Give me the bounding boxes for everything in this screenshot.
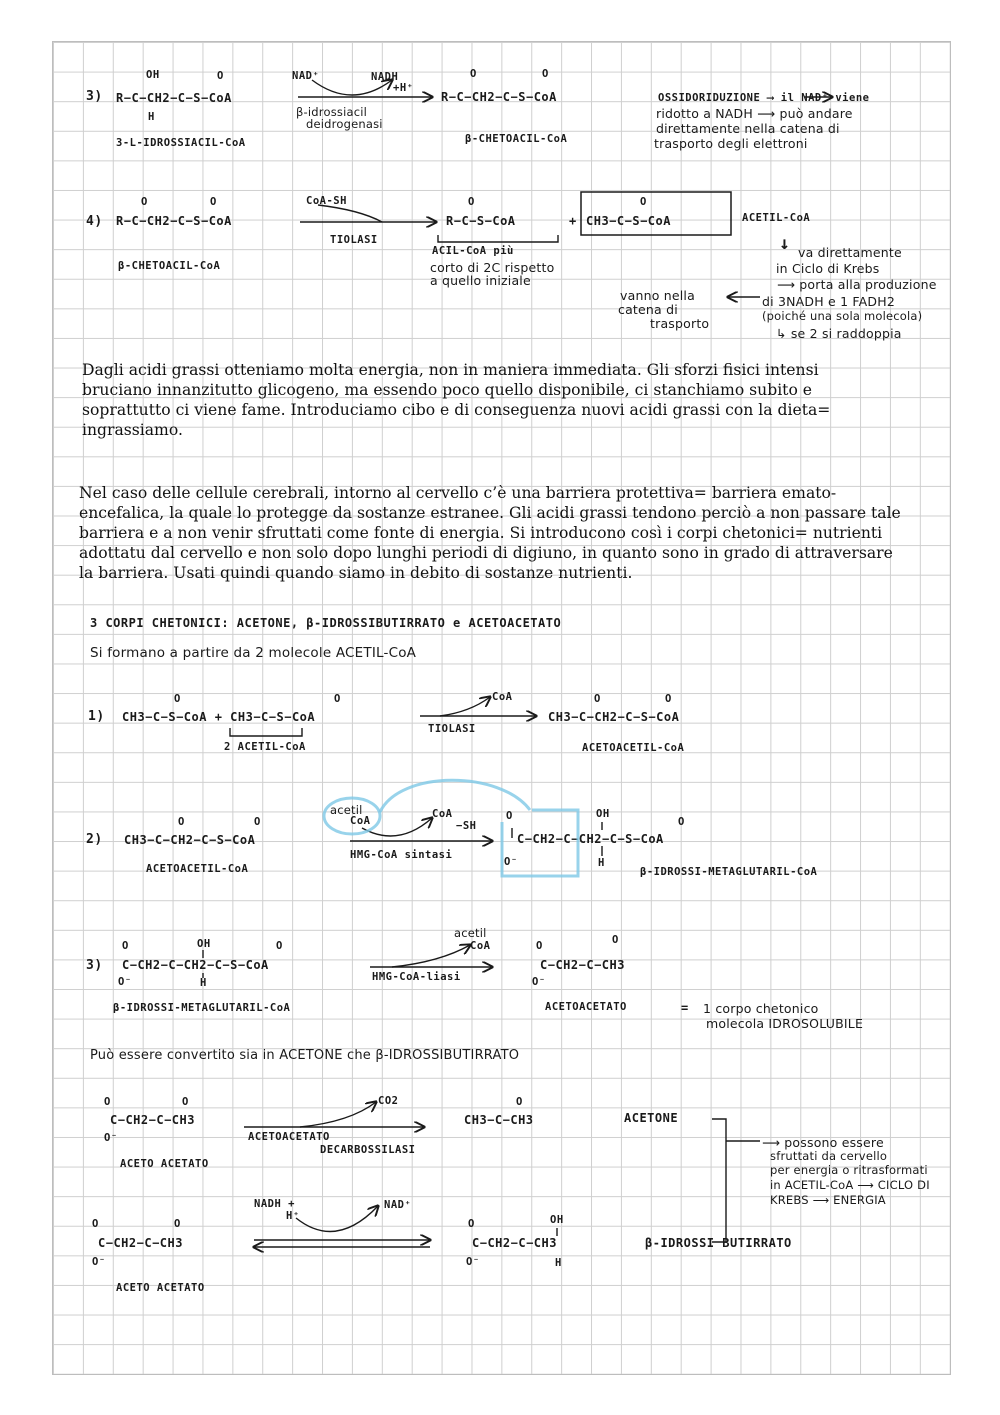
enzyme-label: ACETOACETATO [248, 1131, 330, 1143]
hydrogen-label: H [200, 977, 207, 989]
acetyl-coa-box [581, 192, 731, 235]
product-name: β-CHETOACIL-CoA [465, 133, 568, 145]
enzyme-label: TIOLASI [428, 723, 476, 735]
hydroxyl-label: OH [596, 808, 610, 820]
carbonyl-oxygen: O [594, 693, 601, 705]
product-name: ACETONE [624, 1111, 679, 1125]
carbonyl-oxygen: O [178, 816, 185, 828]
enzyme-label: β-idrossiacil [296, 105, 368, 119]
reactant-name: ACETOACETIL-CoA [146, 863, 249, 875]
product-formula: C−CH2−C−CH3 [472, 1236, 557, 1250]
reactant-formula: C−CH2−C−CH2−C−S−CoA [122, 958, 269, 972]
conversion-note: Può essere convertito sia in ACETONE che β-IDROSSIBUTIRRATO [90, 1048, 520, 1063]
note-line: (poiché una sola molecola) [762, 309, 923, 323]
carbonyl-oxygen: O [536, 940, 543, 952]
carbonyl-oxygen: O [217, 70, 224, 82]
coa-label: CoA [432, 808, 453, 820]
hydrogen-label: H [555, 1257, 562, 1269]
product-name: β-IDROSSI-METAGLUTARIL-CoA [640, 866, 818, 878]
cofactor-arrow [440, 697, 490, 716]
underline-bracket [438, 235, 558, 242]
brace-bracket [230, 728, 302, 736]
carbonyl-oxygen: O [542, 68, 549, 80]
carbonyl-oxygen: O [141, 196, 148, 208]
carbonyl-oxygen: O [506, 810, 513, 822]
carbonyl-oxygen: O [254, 816, 261, 828]
nadh-label: NADH [371, 71, 399, 83]
carbonyl-oxygen: O [516, 1096, 523, 1108]
product-formula: C−CH2−C−CH3 [540, 958, 625, 972]
enzyme-label: deidrogenasi [306, 117, 383, 131]
note-line: ⟶ possono essere [762, 1135, 884, 1150]
note-line: ACIL-CoA più [432, 245, 514, 257]
reactant-name: β-IDROSSI-METAGLUTARIL-CoA [113, 1002, 291, 1014]
note-line: ↳ se 2 si raddoppia [776, 326, 902, 341]
note-line: ridotto a NADH ⟶ può andare [656, 106, 853, 121]
nad-label: NAD⁺ [384, 1199, 412, 1211]
product-formula: CH3−C−CH3 [464, 1113, 534, 1127]
hplus-label: +H⁺ [393, 82, 414, 94]
carbonyl-oxygen: O [678, 816, 685, 828]
carbonyl-oxygen: O [174, 1218, 181, 1230]
hplus-label: H⁺ [286, 1210, 300, 1222]
note-line: sfruttati da cervello [770, 1149, 888, 1163]
reactant-formula: C−CH2−C−CH3 [98, 1236, 183, 1250]
product-formula: C−CH2−C−CH2−C−S−CoA [517, 832, 664, 846]
reactant-name: ACETO ACETATO [116, 1282, 205, 1294]
bracket [712, 1119, 726, 1242]
hydroxyl-label: OH [146, 69, 160, 81]
note-line: va direttamente [798, 245, 902, 260]
nad-label: NAD⁺ [292, 70, 320, 82]
carboxylate-label: O⁻ [532, 976, 546, 988]
reactant-name: 3-L-IDROSSIACIL-CoA [116, 137, 246, 149]
plus-sign: + [569, 214, 577, 228]
note-line: trasporto degli elettroni [654, 136, 808, 151]
step-number: 4) [86, 214, 103, 229]
cofactor-arrow [318, 205, 382, 222]
note-line: di 3NADH e 1 FADH2 [762, 294, 895, 309]
enzyme-label: HMG-CoA-liasi [372, 971, 461, 983]
reactant-formula: CH3−C−CH2−C−S−CoA [124, 833, 256, 847]
coash-label: CoA-SH [306, 195, 347, 207]
carbonyl-oxygen: O [104, 1096, 111, 1108]
carbonyl-oxygen: O [640, 196, 647, 208]
step-number: 3) [86, 89, 103, 104]
carbonyl-oxygen: O [665, 693, 672, 705]
hydroxyl-label: OH [550, 1214, 564, 1226]
carbonyl-oxygen: O [174, 693, 181, 705]
note-line: direttamente nella catena di [656, 121, 840, 136]
product-name: ACETOACETIL-CoA [582, 742, 685, 754]
coa-label: CoA [492, 691, 513, 703]
note-line: vanno nella [620, 288, 695, 303]
acetyl-label: acetil [330, 803, 363, 817]
brace-label: 2 ACETIL-CoA [224, 741, 306, 753]
cofactor-arrow [296, 1206, 378, 1231]
section-title: 3 CORPI CHETONICI: ACETONE, β-IDROSSIBUTIRRATO e ACETOACETATO [90, 616, 562, 630]
carbonyl-oxygen: O [334, 693, 341, 705]
step-number: 2) [86, 832, 103, 847]
acetyl-coa-label: CoA [470, 940, 491, 952]
reactant-name: ACETO ACETATO [120, 1158, 209, 1170]
note-line: a quello iniziale [430, 273, 531, 288]
cofactor-arrow [300, 1102, 376, 1127]
note-line: catena di [618, 302, 678, 317]
highlight-box [502, 810, 578, 876]
note-line: in Ciclo di Krebs [776, 261, 880, 276]
carboxylate-label: O⁻ [118, 976, 132, 988]
reactant-formula: R−C−CH2−C−S−CoA [116, 91, 232, 105]
product-formula: CH3−C−CH2−C−S−CoA [548, 710, 680, 724]
note-line: in ACETIL-CoA ⟶ CICLO DI [770, 1178, 930, 1192]
acetyl-label: acetil [454, 926, 487, 940]
acetyl-coa-formula: CH3−C−S−CoA [586, 214, 671, 228]
equals-sign: = [681, 1001, 689, 1015]
down-arrow: ↓ [779, 233, 791, 254]
carbonyl-oxygen: O [468, 196, 475, 208]
carbonyl-oxygen: O [470, 68, 477, 80]
carbonyl-oxygen: O [182, 1096, 189, 1108]
note-line: trasporto [650, 316, 710, 331]
product-name: ACETOACETATO [545, 1001, 627, 1013]
carboxylate-label: O⁻ [466, 1256, 480, 1268]
nadh-label: NADH + [254, 1198, 295, 1210]
product-formula: R−C−CH2−C−S−CoA [441, 90, 557, 104]
enzyme-label: HMG-CoA sintasi [350, 849, 453, 861]
carbonyl-oxygen: O [276, 940, 283, 952]
carbonyl-oxygen: O [468, 1218, 475, 1230]
carbonyl-oxygen: O [92, 1218, 99, 1230]
note-line: corto di 2C rispetto [430, 260, 555, 275]
carboxylate-label: O⁻ [104, 1132, 118, 1144]
enzyme-label: DECARBOSSILASI [320, 1144, 416, 1156]
note-line: molecola IDROSOLUBILE [706, 1016, 864, 1031]
note-line: KREBS ⟶ ENERGIA [770, 1193, 886, 1207]
sh-label: −SH [456, 820, 477, 832]
product-formula: R−C−S−CoA [446, 214, 516, 228]
cofactor-arrow [312, 80, 392, 95]
carbonyl-oxygen: O [122, 940, 129, 952]
note-line: per energia o ritrasformati [770, 1163, 928, 1177]
carbonyl-oxygen: O [210, 196, 217, 208]
note-line: OSSIDORIDUZIONE ⟶ il NAD⁺ viene [658, 92, 870, 104]
highlight-link [380, 780, 530, 812]
acetyl-coa-label: ACETIL-CoA [742, 212, 811, 224]
highlight-circle [324, 798, 380, 834]
cofactor-arrow [392, 945, 470, 967]
reactant-formula: C−CH2−C−CH3 [110, 1113, 195, 1127]
section-subtitle: Si formano a partire da 2 molecole ACETIL-CoA [90, 645, 417, 661]
paragraph-energy: Dagli acidi grassi otteniamo molta energia, non in maniera immediata. Gli sforzi fisici intensi bruciano innanzitutto glicogeno, ma essendo poco quello disponibile, ci stanchiamo subito e soprattutto ci viene fame. Introduciamo cibo e di conseguenza nuovi acidi grassi con la dieta= ingrassiamo. [82, 361, 831, 439]
hydrogen-label: H [598, 857, 605, 869]
note-line: ⟶ porta alla produzione [777, 277, 937, 292]
co2-label: CO2 [378, 1095, 399, 1107]
carbonyl-oxygen: O [612, 934, 619, 946]
carboxylate-label: O⁻ [92, 1256, 106, 1268]
reactants-formula: CH3−C−S−CoA + CH3−C−S−CoA [122, 710, 316, 724]
carboxylate-label: O⁻ [504, 856, 518, 868]
acetyl-coa-label: CoA [350, 815, 371, 827]
product-name: β-IDROSSI BUTIRRATO [645, 1236, 792, 1250]
paragraph-brain: Nel caso delle cellule cerebrali, intorno al cervello c’è una barriera protettiva= barriera emato-encefalica, la quale lo protegge da sostanze estranee. Gli acidi grassi tendono perciò a non passare tale barriera e a non venir sfruttati come fonte di energia. Si introducono così i corpi chetonici= nutrienti adottatu dal cervello e non solo dopo lunghi periodi di digiuno, in quanto sono in grado di attraversare la barriera. Usati quindi quando siamo in debito di sostanze nutrienti. [79, 484, 901, 582]
enzyme-label: TIOLASI [330, 234, 378, 246]
hydrogen-label: H [148, 111, 155, 123]
step-number: 3) [86, 958, 103, 973]
hydroxyl-label: OH [197, 938, 211, 950]
step-number: 1) [88, 709, 105, 724]
reactant-name: β-CHETOACIL-CoA [118, 260, 221, 272]
reactant-formula: R−C−CH2−C−S−CoA [116, 214, 232, 228]
note-line: 1 corpo chetonico [703, 1001, 819, 1016]
